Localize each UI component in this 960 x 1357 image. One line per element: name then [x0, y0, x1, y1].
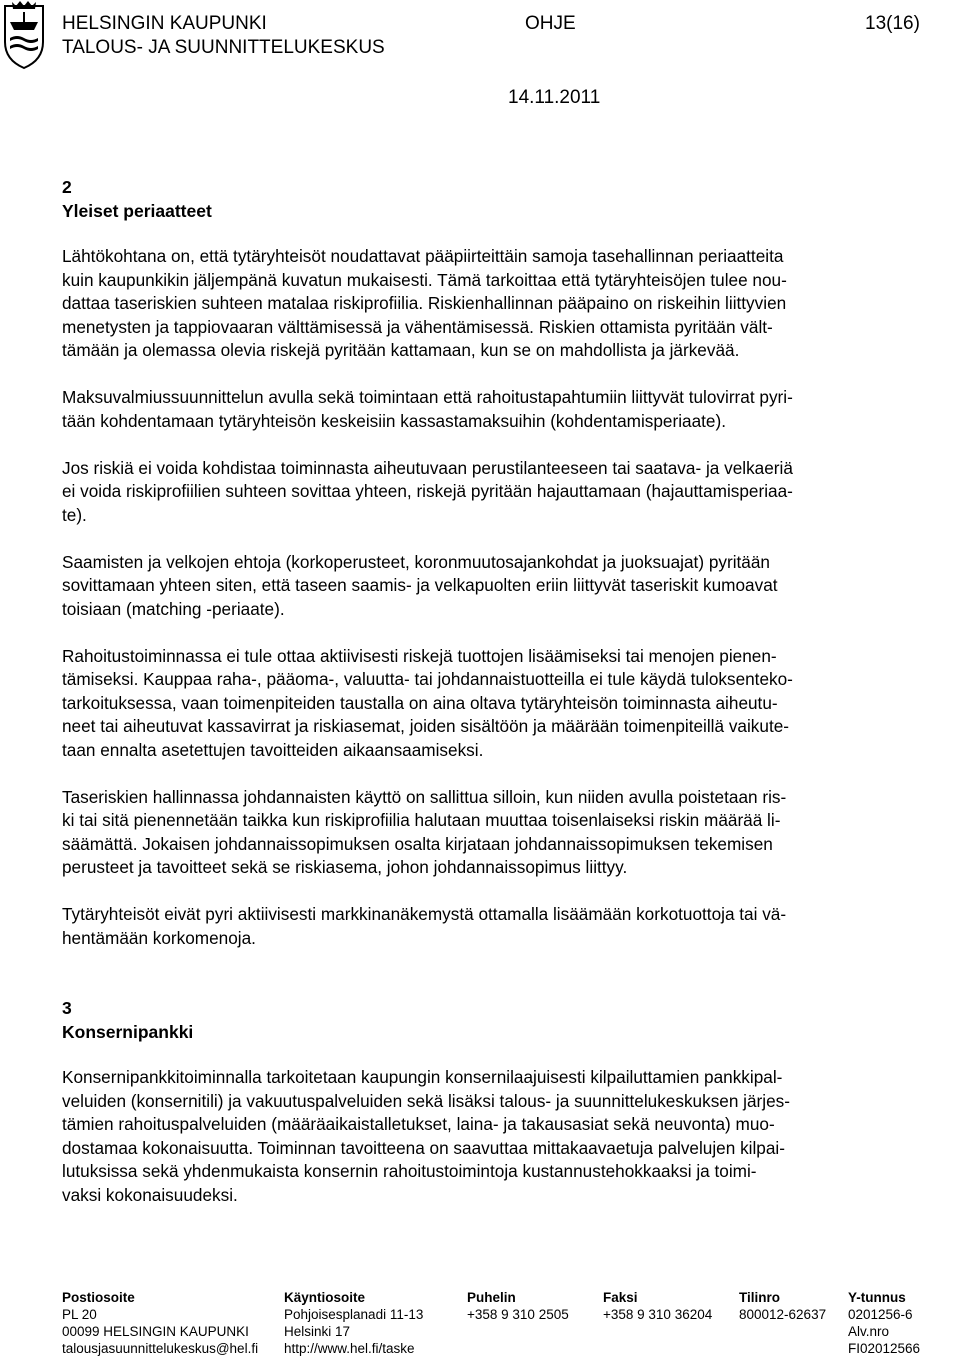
section-3-paragraphs — [62, 1066, 952, 1207]
section-number: 2 — [62, 177, 72, 197]
footer-column-heading: Käyntiosoite — [284, 1290, 366, 1305]
paragraph-line: neet tai aiheutuvat kassavirrat ja riskiasemat, joiden sisältöön ja määrään toimenpiteillä vaikute- — [62, 716, 790, 736]
footer-line: 0201256-6 — [848, 1307, 913, 1322]
paragraph-line: perusteet ja tavoitteet sekä se riskiasema, johon johdannaissopimus liittyy. — [62, 857, 628, 877]
footer-line — [603, 1323, 712, 1340]
section-number: 3 — [62, 998, 72, 1018]
footer-line: Pohjoisesplanadi 11-13 — [284, 1307, 424, 1322]
paragraph-line: tarkoituksessa, vaan toimenpiteiden taustalla on aina oltava tytäryhteisön toiminnasta aiheutu- — [62, 692, 778, 713]
footer-column-heading: Tilinro — [739, 1290, 781, 1305]
footer-line: +358 9 310 36204 — [603, 1307, 713, 1322]
paragraph-line: Maksuvalmiussuunnittelun avulla sekä toimintaan että rahoitustapahtumiin liittyvät tulovirrat pyri- — [62, 387, 793, 407]
paragraph-line: ki tai sitä pienennetään taikka kun riskiprofiilia halutaan muuttaa toisenlaiseksi riskin määrää li- — [62, 810, 781, 830]
footer-column — [284, 1289, 423, 1357]
footer-column — [603, 1289, 712, 1357]
footer-line: http://www.hel.fi/taske — [284, 1341, 415, 1356]
footer-line — [739, 1340, 826, 1357]
paragraph-line: kuin kaupunkikin jäljempänä kuvatun mukaisesti. Tämä tarkoittaa että tytäryhteisöjen tulee nou- — [62, 269, 787, 290]
footer-column — [467, 1289, 569, 1357]
paragraph-line: tämiseksi. Kauppaa raha-, pääoma-, valuutta- tai johdannaistuotteilla ei tule käydä tuloksenteko- — [62, 669, 793, 689]
footer-line — [739, 1323, 826, 1340]
paragraph-line: tään kohdentamaan tytäryhteisön keskeisiin kassastamaksuihin (kohdentamisperiaate). — [62, 410, 726, 431]
section-title: Konsernipankki — [62, 1021, 194, 1042]
paragraph-line: ei voida riskiprofiilien suhteen sovittaa yhteen, riskejä pyritään hajauttamaan (hajauttamisperiaa- — [62, 481, 793, 501]
paragraph-line: Lähtökohtana on, että tytäryhteisöt noudattavat pääpiirteittäin samoja tasehallinnan periaatteita — [62, 246, 784, 266]
footer-line: +358 9 310 2505 — [467, 1307, 569, 1322]
paragraph-line: Taseriskien hallinnassa johdannaisten käyttö on sallittua silloin, kun niiden avulla poistetaan ris- — [62, 786, 787, 807]
paragraph-line: vaksi kokonaisuudeksi. — [62, 1184, 238, 1205]
city-crest-logo — [2, 0, 46, 70]
paragraph-line: dostamaa kokonaisuutta. Toiminnan tavoitteena on saavuttaa mittakaavaetuja palvelujen kilpai- — [62, 1137, 785, 1158]
paragraph-line: Tytäryhteisöt eivät pyri aktiivisesti markkinanäkemystä ottamalla lisäämään korkotuottoja tai vä- — [62, 904, 787, 924]
footer-line: 00099 HELSINGIN KAUPUNKI — [62, 1324, 249, 1339]
section-title: Yleiset periaatteet — [62, 200, 212, 221]
paragraph — [62, 1066, 952, 1207]
footer-line: FI02012566 — [848, 1341, 921, 1356]
paragraph-line: hentämään korkomenoja. — [62, 927, 256, 948]
paragraph-line: Saamisten ja velkojen ehtoja (korkoperusteet, koronmuutosajankohdat ja juoksuajat) pyritään — [62, 551, 770, 572]
paragraph-line: tämään ja olemassa olevia riskejä pyritään kattamaan, kun se on mahdollista ja järkevää. — [62, 340, 740, 360]
section-2-paragraphs — [62, 245, 952, 950]
footer-column-heading: Y-tunnus — [848, 1290, 906, 1305]
footer-line: talousjasuunnittelukeskus@hel.fi — [62, 1341, 259, 1356]
paragraph-line: Jos riskiä ei voida kohdistaa toiminnasta aiheutuvaan perustilanteeseen tai saatava- ja velkaeriä — [62, 457, 793, 478]
footer-column — [848, 1289, 920, 1357]
paragraph — [62, 551, 952, 622]
footer-line: Alv.nro — [848, 1324, 890, 1339]
footer-column — [739, 1289, 826, 1357]
paragraph-line: sovittamaan yhteen siten, että taseen saamis- ja velkapuolten eriin liittyvät taseriskit kumoavat — [62, 575, 778, 595]
paragraph — [62, 786, 952, 880]
paragraph-line: lutuksissa sekä yhdenmukaista konsernin rahoitustoimintoja kustannustehokkaaksi ja toimi- — [62, 1161, 757, 1181]
footer-line — [603, 1340, 712, 1357]
paragraph-line: veluiden (konsernitili) ja vakuutuspalveluiden sekä lisäksi talous- ja suunnittelukeskuksen järjes- — [62, 1090, 790, 1111]
footer-line — [467, 1323, 569, 1340]
footer-line: PL 20 — [62, 1307, 97, 1322]
paragraph-line: taan ennalta asetettujen tavoitteiden aikaansaamiseksi. — [62, 739, 484, 760]
paragraph-line: toisiaan (matching -periaate). — [62, 598, 285, 619]
paragraph — [62, 245, 952, 363]
paragraph-line: Rahoitustoiminnassa ei tule ottaa aktiivisesti riskejä tuottojen lisäämiseksi tai menojen pienen- — [62, 645, 777, 666]
footer-column-heading: Postiosoite — [62, 1290, 135, 1305]
paragraph-line: dattaa taseriskien suhteen matalaa riskiprofiilia. Riskienhallinnan pääpaino on riskeihin liittyvien — [62, 293, 787, 313]
paragraph-line: säämättä. Jokaisen johdannaissopimuksen osalta kirjataan johdannaissopimuksen tekemisen — [62, 833, 773, 854]
footer-line: 800012-62637 — [739, 1307, 827, 1322]
paragraph-line: Konsernipankkitoiminnalla tarkoitetaan kaupungin konsernilaajuisesti kilpailuttamien pankkipal- — [62, 1067, 783, 1087]
header-page-number: 13(16) — [865, 13, 920, 34]
paragraph — [62, 645, 952, 763]
paragraph — [62, 386, 952, 433]
paragraph-line: tämien rahoituspalveluiden (määräaikaistalletukset, laina- ja takausasiat sekä neuvonta) muo- — [62, 1114, 775, 1134]
header-department: TALOUS- JA SUUNNITTELUKESKUS — [62, 37, 385, 58]
paragraph-line: menetysten ja tappiovaaran välttämisessä ja vähentämisessä. Riskien ottamista pyritään vält- — [62, 316, 773, 337]
header-date: 14.11.2011 — [508, 87, 601, 108]
paragraph-line: te). — [62, 504, 87, 525]
document-body — [62, 176, 952, 1231]
footer-line: Helsinki 17 — [284, 1324, 351, 1339]
paragraph — [62, 903, 952, 950]
footer-column — [62, 1289, 258, 1357]
footer-column-heading: Puhelin — [467, 1290, 516, 1305]
header-organization: HELSINGIN KAUPUNKI — [62, 13, 267, 34]
header-document-type: OHJE — [525, 13, 576, 34]
paragraph — [62, 457, 952, 528]
footer-column-heading: Faksi — [603, 1290, 638, 1305]
footer-line — [467, 1340, 569, 1357]
